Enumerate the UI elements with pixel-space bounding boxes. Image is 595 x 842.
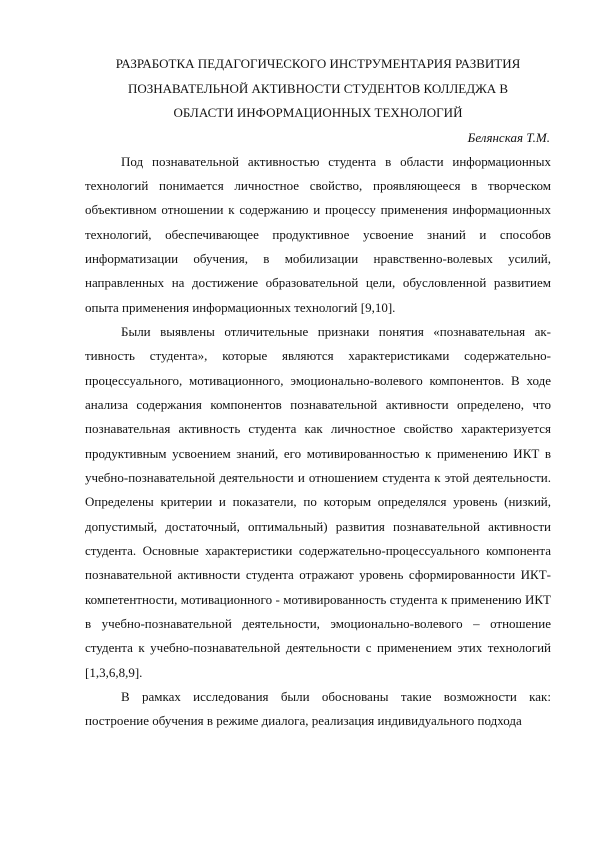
title-line-1: РАЗРАБОТКА ПЕДАГОГИЧЕСКОГО ИНСТРУМЕНТАРИЯ РАЗВИТИЯ [115,56,521,71]
paragraph-2: Были выявлены отличительные признаки понятия «познавательная активность студента», которые являются характеристиками содержательно-процессуального, мотивационного, эмоционально-волевого компонентов. В ходе анализа содержания компонентов познавательной активности определено, что познавательная активность студента как личностное свойство характеризуется продуктивным усвоением знаний, его мотивированностью к применению ИКТ в учебно-познавательной деятельности и отношением студента к этой деятельности. Определены критерии и показатели, по которым определялся уровень (низкий, допустимый, достаточный, оптимальный) развития познавательной активности студента. Основные характеристики содержательно-процессуального компонента познавательной активности студента отражают уровень сформированности ИКТ-компетентности, мотивационного - мотивированность студента к применению ИКТ в учебно-познавательной деятельности, эмоционально-волевого – отношение студента к учебно-познавательной деятельности с применением этих технологий [1,3,6,8,9]. [85,323,551,680]
title-line-3: ОБЛАСТИ ИНФОРМАЦИОННЫХ ТЕХНОЛОГИЙ [173,105,463,120]
author-name: Белянская Т.М. [467,129,550,145]
paragraph-3: В рамках исследования были обоснованы такие возможности как: построение обучения в режиме диалога, реализация индивидуального подхода [85,689,551,729]
paragraph-1: Под познавательной активностью студента в области информационных технологий понимается личностное свойство, проявляющееся в творческом объективном отношении к содержанию и процессу применения информационных технологий, обеспечивающее продуктивное усвоение знаний и способов информатизации обучения, в мобилизации нравственно-волевых усилий, направленных на достижение образовательной цели, обусловленной развитием опыта применения информационных технологий [9,10]. [85,153,551,315]
document-title [85,52,551,126]
title-line-2: ПОЗНАВАТЕЛЬНОЙ АКТИВНОСТИ СТУДЕНТОВ КОЛЛЕДЖА В [127,80,509,96]
